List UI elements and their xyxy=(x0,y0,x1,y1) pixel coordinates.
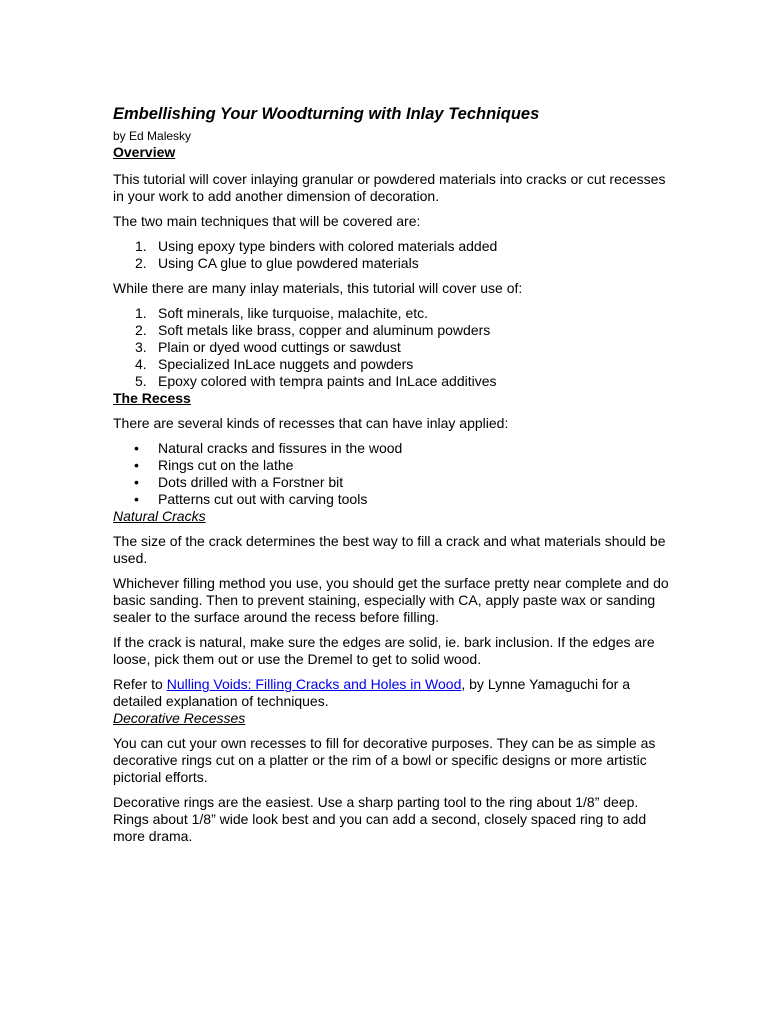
overview-heading: Overview xyxy=(113,144,176,160)
document-title: Embellishing Your Woodturning with Inlay Techniques xyxy=(113,105,540,123)
document-page xyxy=(113,104,673,845)
list-item: 5. Epoxy colored with tempra paints and InLace additives xyxy=(135,373,497,389)
natural-paragraph-4: Refer to Nulling Voids: Filling Cracks and Holes in Wood, by Lynne Yamaguchi for a detailed explanation of techniques. xyxy=(113,676,630,709)
list-item: 2. Using CA glue to glue powdered materials xyxy=(135,255,419,271)
recess-paragraph-1: There are several kinds of recesses that can have inlay applied: xyxy=(113,415,509,431)
natural-paragraph-3: If the crack is natural, make sure the edges are solid, ie. bark inclusion. If the edges are loose, pick them out or use the Dremel to get to solid wood. xyxy=(113,634,655,667)
decorative-recesses-heading: Decorative Recesses xyxy=(113,710,246,726)
overview-paragraph-2: The two main techniques that will be covered are: xyxy=(113,213,421,229)
decorative-paragraph-2: Decorative rings are the easiest. Use a sharp parting tool to the ring about 1/8” deep. Rings about 1/8” wide look best and you can add a second, closely spaced ring to add more drama. xyxy=(113,794,647,844)
recess-heading: The Recess xyxy=(113,390,191,406)
techniques-list xyxy=(113,238,673,272)
list-item: • Patterns cut out with carving tools xyxy=(134,491,368,507)
list-item: • Rings cut on the lathe xyxy=(134,457,294,473)
overview-paragraph-3: While there are many inlay materials, this tutorial will cover use of: xyxy=(113,280,523,296)
list-item: 3. Plain or dyed wood cuttings or sawdust xyxy=(135,339,401,355)
list-item: 1. Soft minerals, like turquoise, malachite, etc. xyxy=(135,305,429,321)
list-item: 2. Soft metals like brass, copper and aluminum powders xyxy=(135,322,491,338)
natural-cracks-heading: Natural Cracks xyxy=(113,508,206,524)
nulling-voids-link[interactable]: Nulling Voids: Filling Cracks and Holes in Wood xyxy=(166,676,462,692)
natural-paragraph-1: The size of the crack determines the best way to fill a crack and what materials should be used. xyxy=(113,533,666,566)
list-item: • Natural cracks and fissures in the wood xyxy=(134,440,403,456)
list-item: 4. Specialized InLace nuggets and powders xyxy=(135,356,414,372)
list-item: • Dots drilled with a Forstner bit xyxy=(134,474,344,490)
overview-paragraph-1: This tutorial will cover inlaying granular or powdered materials into cracks or cut recesses in your work to add another dimension of decoration. xyxy=(113,171,666,204)
recess-kinds-list xyxy=(113,440,673,508)
natural-paragraph-2: Whichever filling method you use, you should get the surface pretty near complete and do basic sanding. Then to prevent staining, especially with CA, apply paste wax or sanding sealer to the surface around the recess before filling. xyxy=(113,575,669,625)
materials-list xyxy=(113,305,673,390)
decorative-paragraph-1: You can cut your own recesses to fill for decorative purposes. They can be as simple as decorative rings cut on a platter or the rim of a bowl or specific designs or more artistic pictorial efforts. xyxy=(113,735,656,785)
byline: by Ed Malesky xyxy=(113,129,192,143)
list-item: 1. Using epoxy type binders with colored materials added xyxy=(135,238,498,254)
